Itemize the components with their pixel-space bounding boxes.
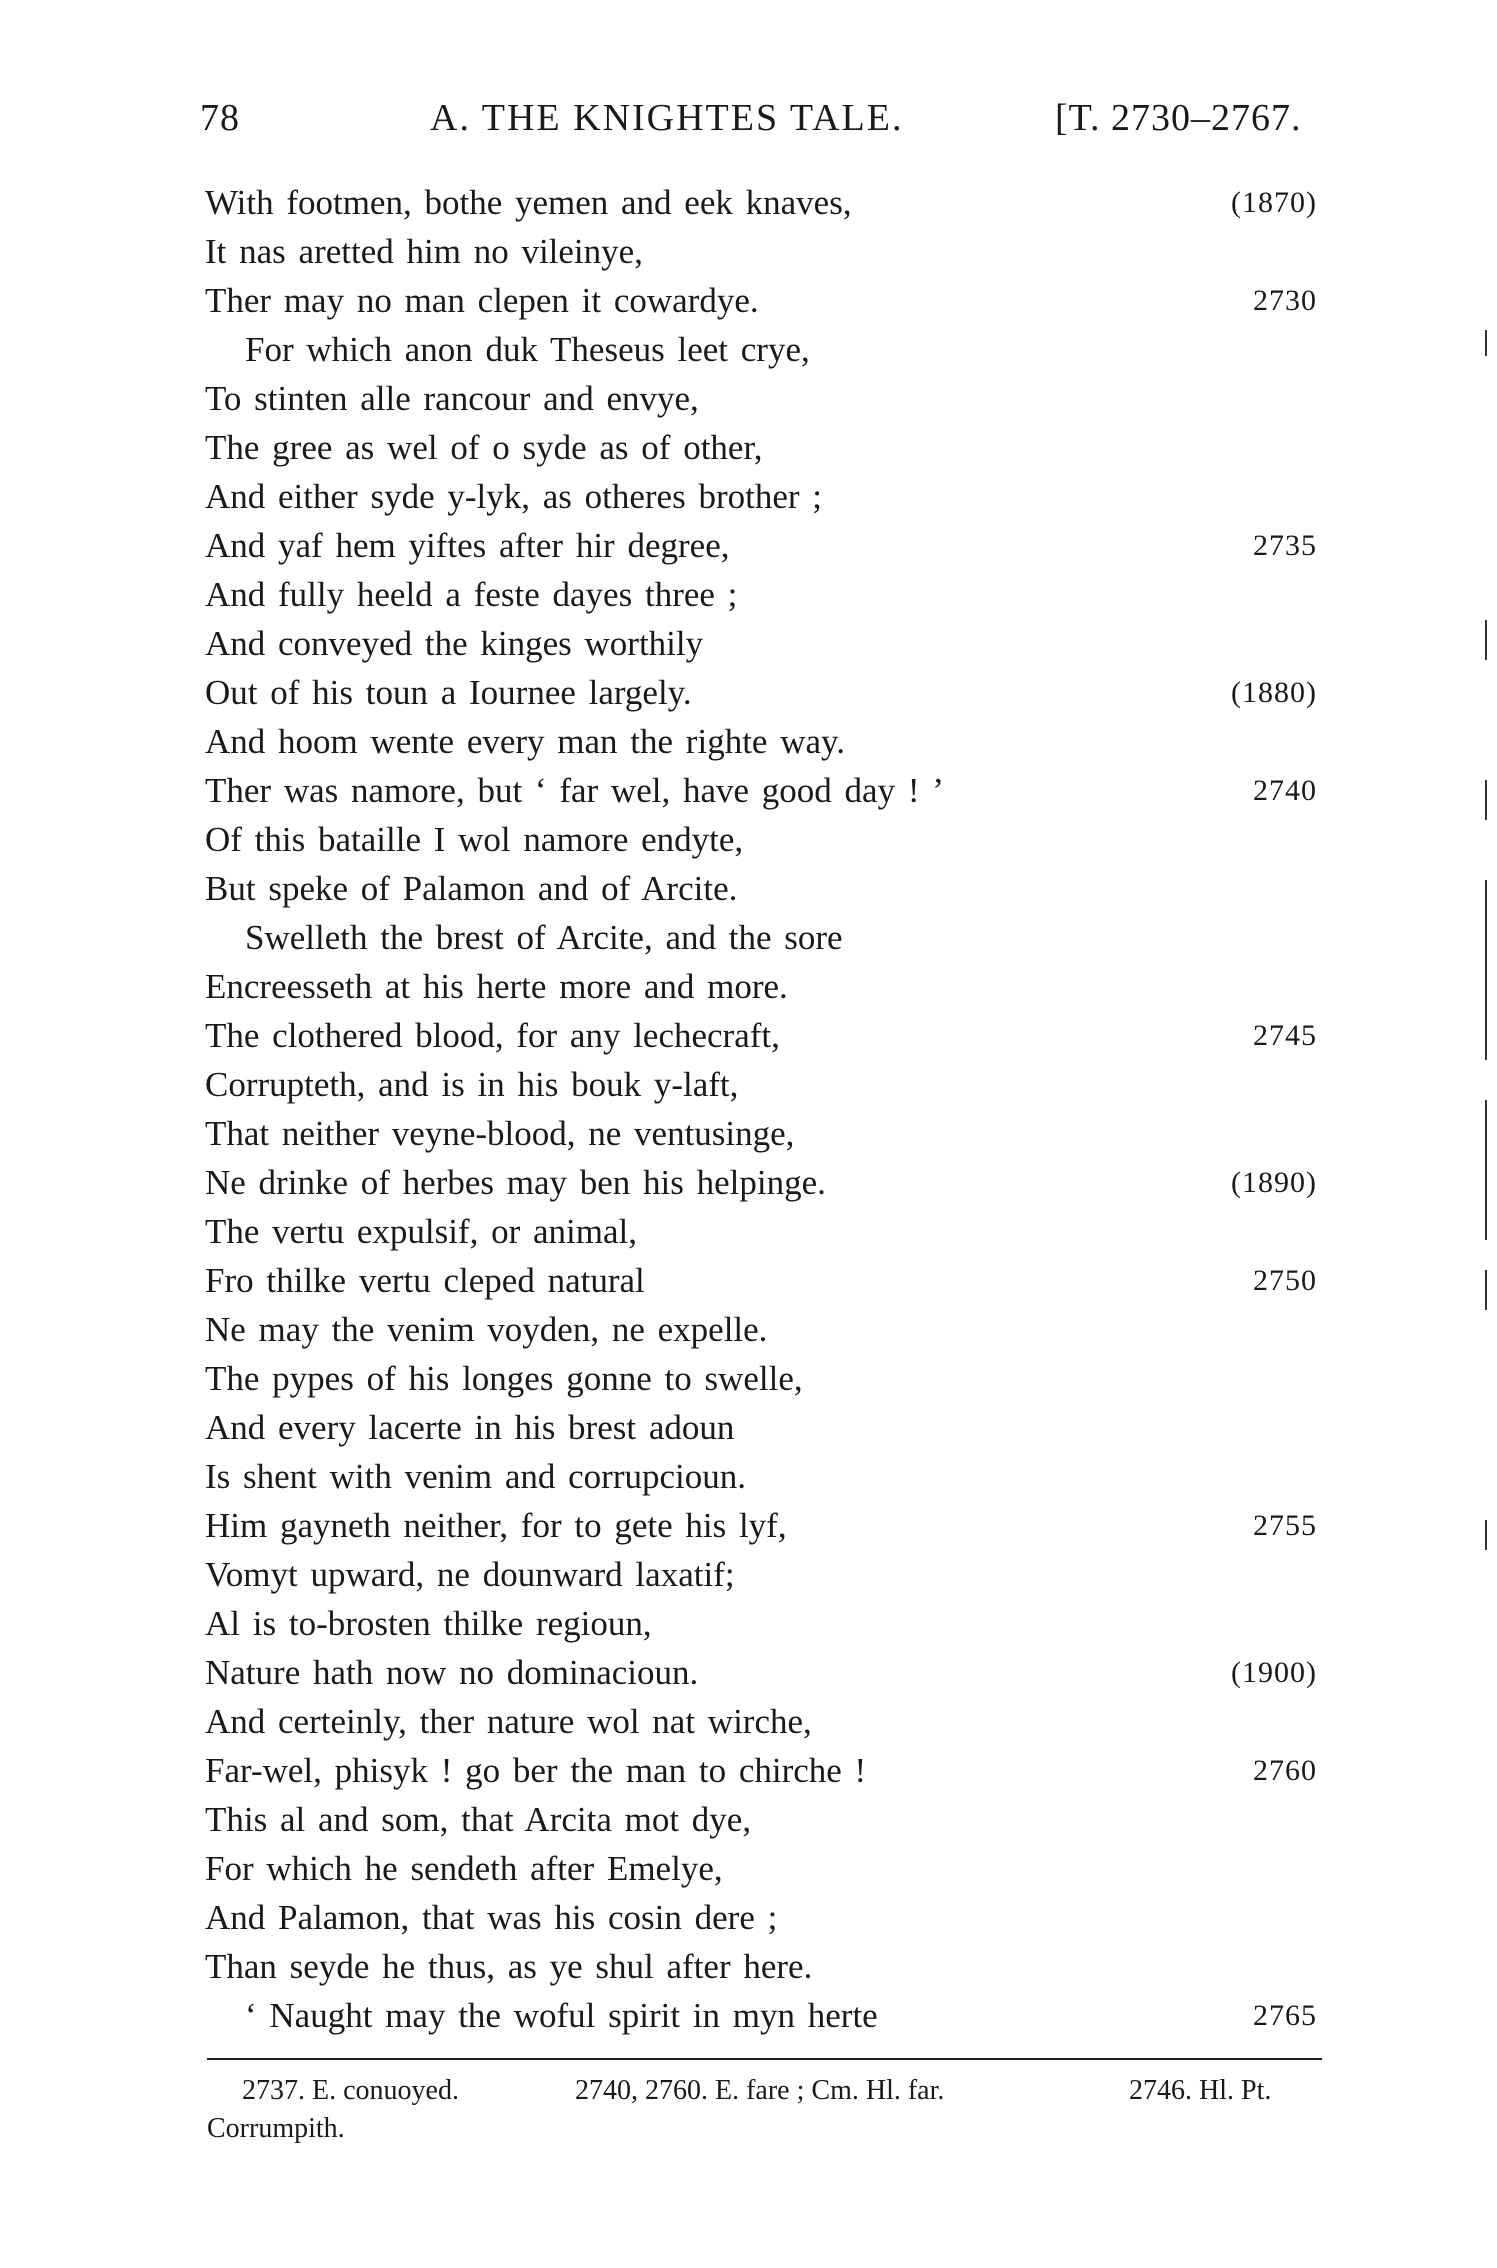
line-number: 2765 [1253, 1999, 1317, 2032]
verse-text: And every lacerte in his brest adoun [205, 1408, 735, 1447]
footnote: 2737. E. conuoyed. [242, 2075, 459, 2106]
line-range: [T. 2730–2767. [1055, 97, 1302, 139]
verse-text: And conveyed the kinges worthily [205, 624, 704, 663]
verse-text: Him gayneth neither, for to gete his lyf, [205, 1506, 787, 1545]
verse-line [0, 815, 1497, 864]
page-number: 78 [200, 97, 240, 139]
verse-text: Out of his toun a Iournee largely. [205, 673, 692, 712]
line-number: (1880) [1231, 676, 1317, 709]
scan-edge-marks [1477, 0, 1497, 2268]
verse-text: This al and som, that Arcita mot dye, [205, 1800, 752, 1839]
verse-line [0, 962, 1497, 1011]
verse-line [0, 276, 1497, 325]
verse-text: The vertu expulsif, or animal, [205, 1212, 637, 1251]
verse-text: Than seyde he thus, as ye shul after here. [205, 1947, 813, 1986]
verse-line [0, 913, 1497, 962]
verse-line [0, 1697, 1497, 1746]
verse-text: It nas aretted him no vileinye, [205, 232, 643, 271]
verse-line [0, 619, 1497, 668]
line-number: 2735 [1253, 529, 1317, 562]
verse-text: And yaf hem yiftes after hir degree, [205, 526, 730, 565]
verse-line [0, 1207, 1497, 1256]
verse-text: That neither veyne-blood, ne ventusinge, [205, 1114, 795, 1153]
verse-line [0, 1501, 1497, 1550]
verse-text: Far-wel, phisyk ! go ber the man to chirche ! [205, 1751, 867, 1790]
verse-line [0, 423, 1497, 472]
verse-line [0, 864, 1497, 913]
footnote-continuation: Corrumpith. [207, 2113, 345, 2144]
verse-text: And either syde y-lyk, as otheres brother ; [205, 477, 823, 516]
line-number: 2740 [1253, 774, 1317, 807]
verse-line [0, 325, 1497, 374]
verse-text: Fro thilke vertu cleped natural [205, 1261, 645, 1300]
verse-line [0, 374, 1497, 423]
verse-line [0, 1746, 1497, 1795]
verse-line [0, 1893, 1497, 1942]
verse-text: The pypes of his longes gonne to swelle, [205, 1359, 803, 1398]
verse-text: But speke of Palamon and of Arcite. [205, 869, 738, 908]
line-number: 2755 [1253, 1509, 1317, 1542]
footnote-divider [207, 2058, 1322, 2060]
footnote: 2740, 2760. E. fare ; Cm. Hl. far. [575, 2075, 945, 2106]
verse-text: Al is to-brosten thilke regioun, [205, 1604, 652, 1643]
verse-line [0, 1648, 1497, 1697]
verse-text: Corrupteth, and is in his bouk y-laft, [205, 1065, 739, 1104]
verse-text: Ne drinke of herbes may ben his helpinge. [205, 1163, 826, 1202]
verse-text: And certeinly, ther nature wol nat wirche, [205, 1702, 812, 1741]
verse-line [0, 472, 1497, 521]
line-number: (1900) [1231, 1656, 1317, 1689]
verse-text: Encreesseth at his herte more and more. [205, 967, 788, 1006]
verse-text: Of this bataille I wol namore endyte, [205, 820, 744, 859]
verse-line [0, 766, 1497, 815]
verse-line [0, 1599, 1497, 1648]
verse-text: ‘ Naught may the woful spirit in myn herte [245, 1996, 878, 2035]
verse-text: Nature hath now no dominacioun. [205, 1653, 699, 1692]
verse-line [0, 717, 1497, 766]
verse-line [0, 1991, 1497, 2040]
verse-line [0, 1844, 1497, 1893]
footnote: 2746. Hl. Pt. [1129, 2075, 1272, 2106]
verse-line [0, 521, 1497, 570]
verse-text: With footmen, bothe yemen and eek knaves, [205, 183, 852, 222]
verse-text: For which anon duk Theseus leet crye, [245, 330, 810, 369]
verse-line [0, 1942, 1497, 1991]
verse-line [0, 570, 1497, 619]
verse-line [0, 668, 1497, 717]
verse-text: Ther was namore, but ‘ far wel, have good day ! ’ [205, 771, 944, 810]
verse-text: And hoom wente every man the righte way. [205, 722, 845, 761]
verse-text: The gree as wel of o syde as of other, [205, 428, 763, 467]
verse-line [0, 1354, 1497, 1403]
verse-text: The clothered blood, for any lechecraft, [205, 1016, 780, 1055]
line-number: 2750 [1253, 1264, 1317, 1297]
running-title: A. THE KNIGHTES TALE. [430, 97, 904, 139]
line-number: 2760 [1253, 1754, 1317, 1787]
verse-text: Swelleth the brest of Arcite, and the sore [245, 918, 843, 957]
verse-text: Ther may no man clepen it cowardye. [205, 281, 759, 320]
verse-line [0, 1060, 1497, 1109]
verse-text: Vomyt upward, ne dounward laxatif; [205, 1555, 735, 1594]
line-number: 2730 [1253, 284, 1317, 317]
line-number: (1870) [1231, 186, 1317, 219]
verse-text: To stinten alle rancour and envye, [205, 379, 699, 418]
line-number: (1890) [1231, 1166, 1317, 1199]
verse-line [0, 1795, 1497, 1844]
verse-line [0, 1452, 1497, 1501]
verse-line [0, 1305, 1497, 1354]
verse-line [0, 227, 1497, 276]
verse-text: And fully heeld a feste dayes three ; [205, 575, 738, 614]
verse-line [0, 1109, 1497, 1158]
line-number: 2745 [1253, 1019, 1317, 1052]
verse-line [0, 1550, 1497, 1599]
verse-line [0, 1158, 1497, 1207]
verse-line [0, 1011, 1497, 1060]
verse-line [0, 1256, 1497, 1305]
verse-line [0, 178, 1497, 227]
verse-line [0, 1403, 1497, 1452]
verse-text: Ne may the venim voyden, ne expelle. [205, 1310, 768, 1349]
verse-text: Is shent with venim and corrupcioun. [205, 1457, 747, 1496]
verse-text: For which he sendeth after Emelye, [205, 1849, 723, 1888]
page-header [200, 96, 1320, 146]
verse-text: And Palamon, that was his cosin dere ; [205, 1898, 778, 1937]
